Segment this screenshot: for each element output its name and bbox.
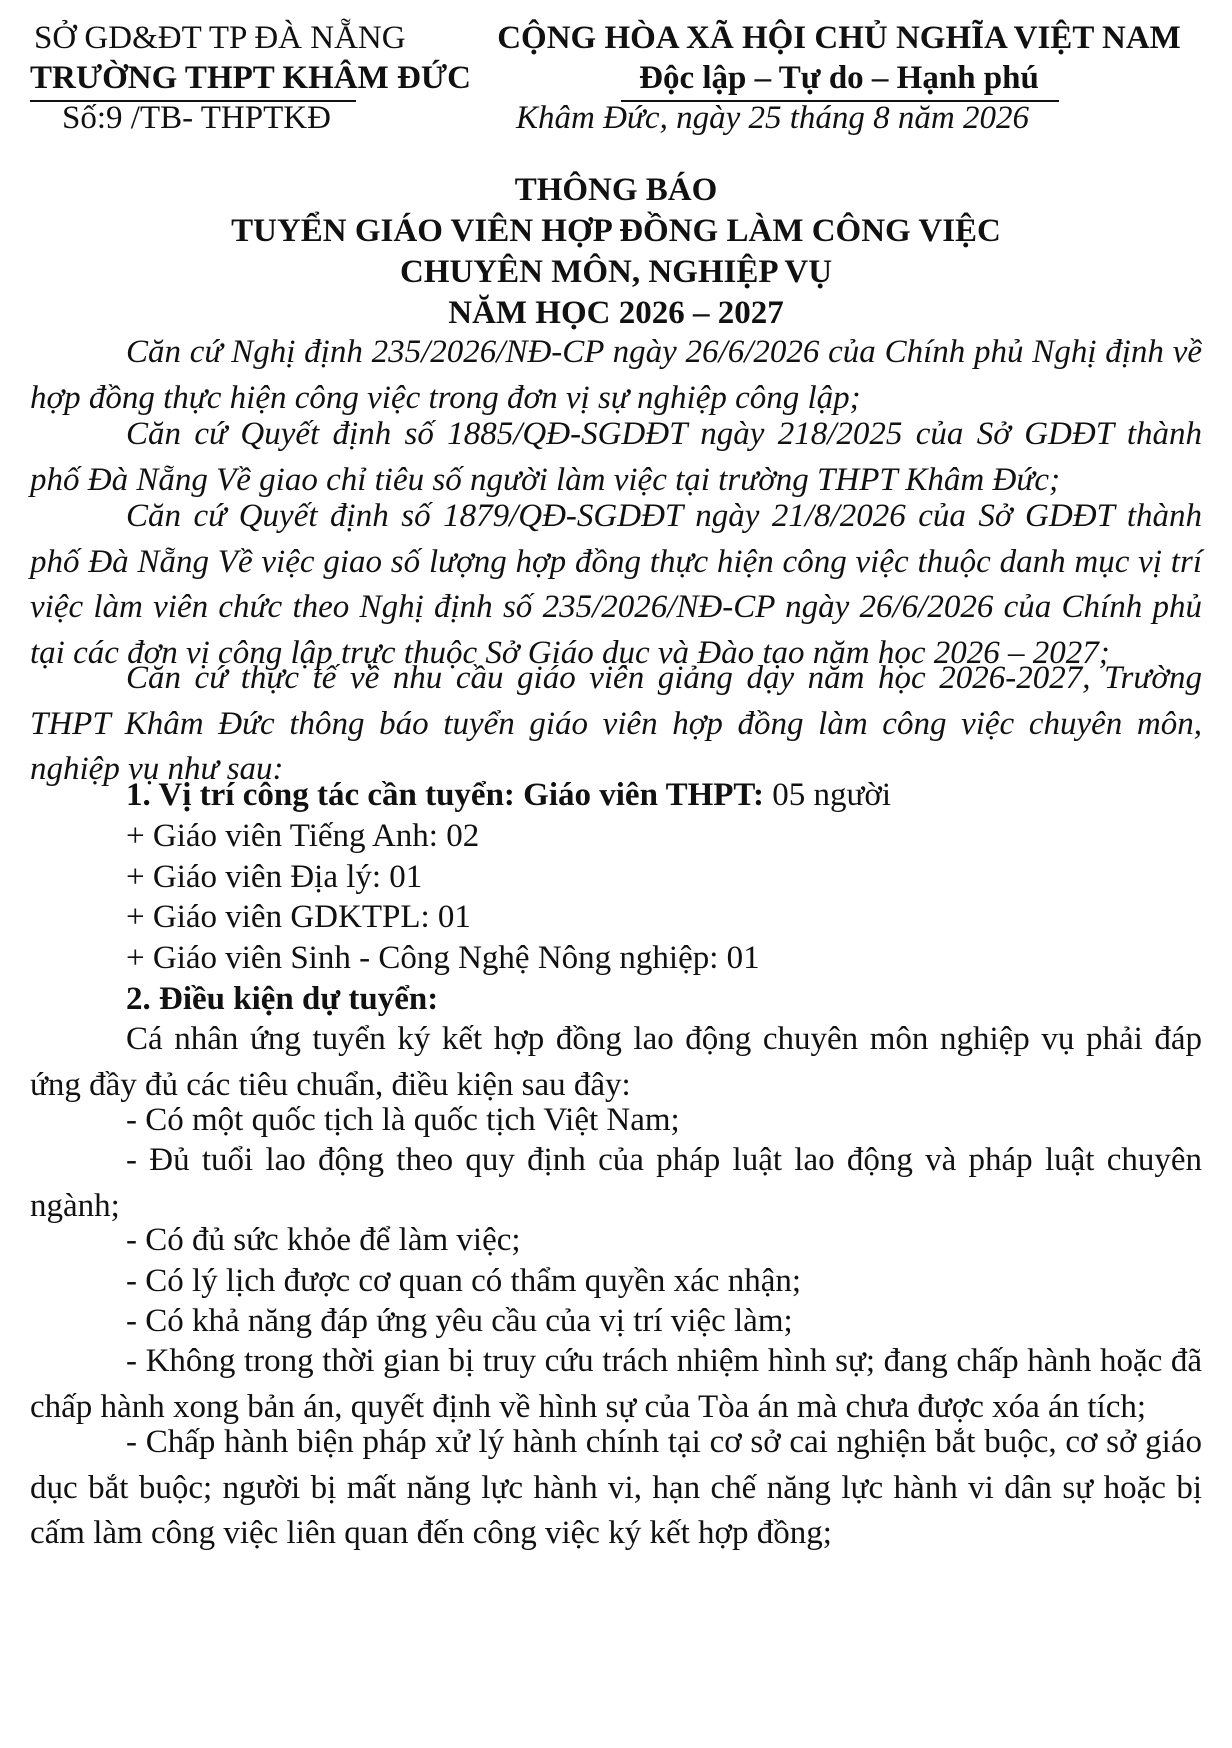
- condition-item: - Đủ tuổi lao động theo quy định của pháp luật lao động và pháp luật chuyên ngành;: [30, 1142, 1202, 1224]
- country-name: CỘNG HÒA XÃ HỘI CHỦ NGHĨA VIỆT NAM: [497, 20, 1181, 56]
- section2-intro: Cá nhân ứng tuyển ký kết hợp đồng lao động chuyên môn nghiệp vụ phải đáp ứng đầy đủ các tiêu chuẩn, điều kiện sau đây:: [30, 1021, 1202, 1103]
- condition-item: - Có đủ sức khỏe để làm việc;: [126, 1222, 521, 1258]
- legal-basis-decree: Căn cứ Nghị định 235/2026/NĐ-CP ngày 26/6/2026 của Chính phủ Nghị định về hợp đồng thực hiện công việc trong đơn vị sự nghiệp công lập;: [30, 334, 1202, 416]
- department-name: SỞ GD&ĐT TP ĐÀ NẴNG: [34, 20, 406, 56]
- legal-basis-decision-1879: Căn cứ Quyết định số 1879/QĐ-SGDĐT ngày 21/8/2026 của Sở GDĐT thành phố Đà Nẵng Về việc giao số lượng hợp đồng thực hiện công việc thuộc danh mục vị trí việc làm viên chức theo Nghị định số 235/2026/NĐ-CP ngày 26/6/2026 của Chính phủ tại các đơn vị công lập trực thuộc Sở Giáo dục và Đào tạo năm học 2026 – 2027;: [30, 498, 1202, 671]
- notice-intro: Căn cứ thực tế về nhu cầu giáo viên giảng dạy năm học 2026-2027, Trường THPT Khâm Đức thông báo tuyển giáo viên hợp đồng làm công việc chuyên môn, nghiệp vụ như sau:: [30, 660, 1202, 787]
- position-item: + Giáo viên Tiếng Anh: 02: [126, 818, 480, 854]
- position-item: + Giáo viên GDKTPL: 01: [126, 899, 471, 935]
- position-item: + Giáo viên Địa lý: 01: [126, 859, 423, 895]
- title-recruitment: TUYỂN GIÁO VIÊN HỢP ĐỒNG LÀM CÔNG VIỆC: [231, 213, 1001, 249]
- condition-item: - Chấp hành biện pháp xử lý hành chính tại cơ sở cai nghiện bắt buộc, cơ sở giáo dục bắt buộc; người bị mất năng lực hành vi, hạn chế năng lực hành vi dân sự hoặc bị cấm làm công việc liên quan đến công việc ký kết hợp đồng;: [30, 1424, 1202, 1551]
- place-date: Khâm Đức, ngày 25 tháng 8 năm 2026: [516, 100, 1029, 136]
- title-school-year: NĂM HỌC 2026 – 2027: [448, 295, 784, 331]
- document-number: Số:9 /TB- THPTKĐ: [62, 100, 331, 136]
- condition-item: - Không trong thời gian bị truy cứu trách nhiệm hình sự; đang chấp hành hoặc đã chấp hành xong bản án, quyết định về hình sự của Tòa án mà chưa được xóa án tích;: [30, 1343, 1202, 1425]
- condition-item: - Có một quốc tịch là quốc tịch Việt Nam;: [126, 1102, 680, 1138]
- legal-basis-decision-1885: Căn cứ Quyết định số 1885/QĐ-SGDĐT ngày 218/2025 của Sở GDĐT thành phố Đà Nẵng Về giao chỉ tiêu số người làm việc tại trường THPT Khâm Đức;: [30, 416, 1202, 498]
- section1-total: 05 người: [763, 777, 891, 813]
- school-name: TRƯỜNG THPT KHÂM ĐỨC: [30, 60, 471, 96]
- condition-item: - Có khả năng đáp ứng yêu cầu của vị trí việc làm;: [126, 1303, 793, 1339]
- section1-heading-line: [126, 775, 891, 815]
- condition-item: - Có lý lịch được cơ quan có thẩm quyền xác nhận;: [126, 1263, 802, 1299]
- title-specialty: CHUYÊN MÔN, NGHIỆP VỤ: [399, 254, 833, 290]
- section2-heading: 2. Điều kiện dự tuyển:: [126, 981, 439, 1017]
- section1-heading: 1. Vị trí công tác cần tuyển: Giáo viên THPT:: [126, 777, 764, 813]
- title-notice: THÔNG BÁO: [514, 172, 718, 208]
- position-item: + Giáo viên Sinh - Công Nghệ Nông nghiệp: 01: [126, 940, 760, 976]
- national-motto: Độc lập – Tự do – Hạnh phú: [639, 60, 1039, 96]
